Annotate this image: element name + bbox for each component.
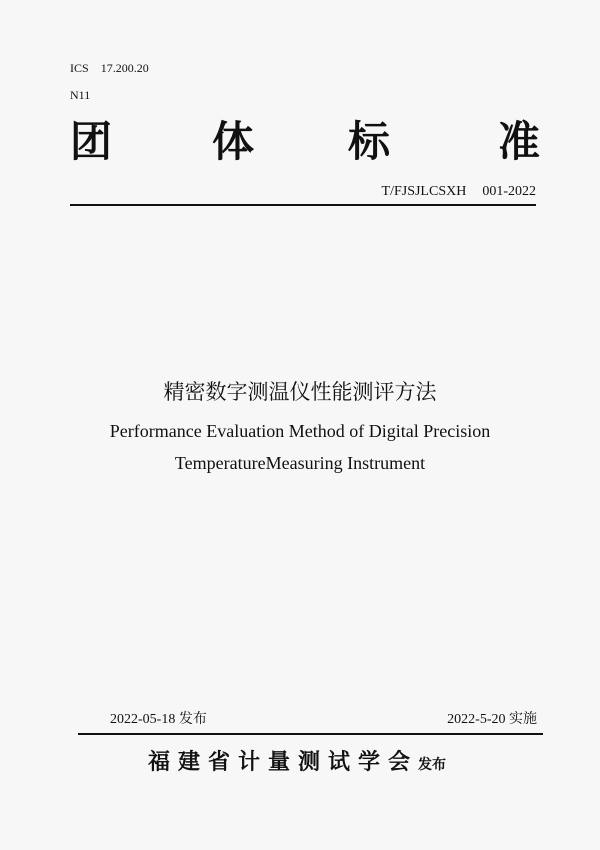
ics-label: ICS [70,61,89,75]
ics-classification [70,61,149,76]
publisher-suffix: 发布 [418,757,447,773]
publisher-name: 福建省计量测试学会 [148,750,419,775]
standard-prefix: T/FJSJLCSXH [381,184,467,199]
ics-code: 17.200.20 [100,61,149,75]
publisher [148,745,446,776]
standard-type-char: 标 [348,117,391,166]
title-english-line1: Performance Evaluation Method of Digital Precision [109,421,491,441]
standard-code [382,184,536,200]
standard-type-char: 准 [498,117,541,166]
standard-type-char: 团 [70,117,113,166]
title-chinese: 精密数字测温仪性能测评方法 [163,380,437,404]
implementation-date: 2022-5-20 实施 [447,712,537,727]
ccs-code: N11 [70,88,91,102]
footer-divider [78,733,543,735]
title-english-line2: TemperatureMeasuring Instrument [174,453,426,473]
standard-type-char: 体 [212,117,255,166]
header-divider [70,204,536,206]
issue-date: 2022-05-18 发布 [110,712,207,727]
standard-number: 001-2022 [482,184,536,199]
